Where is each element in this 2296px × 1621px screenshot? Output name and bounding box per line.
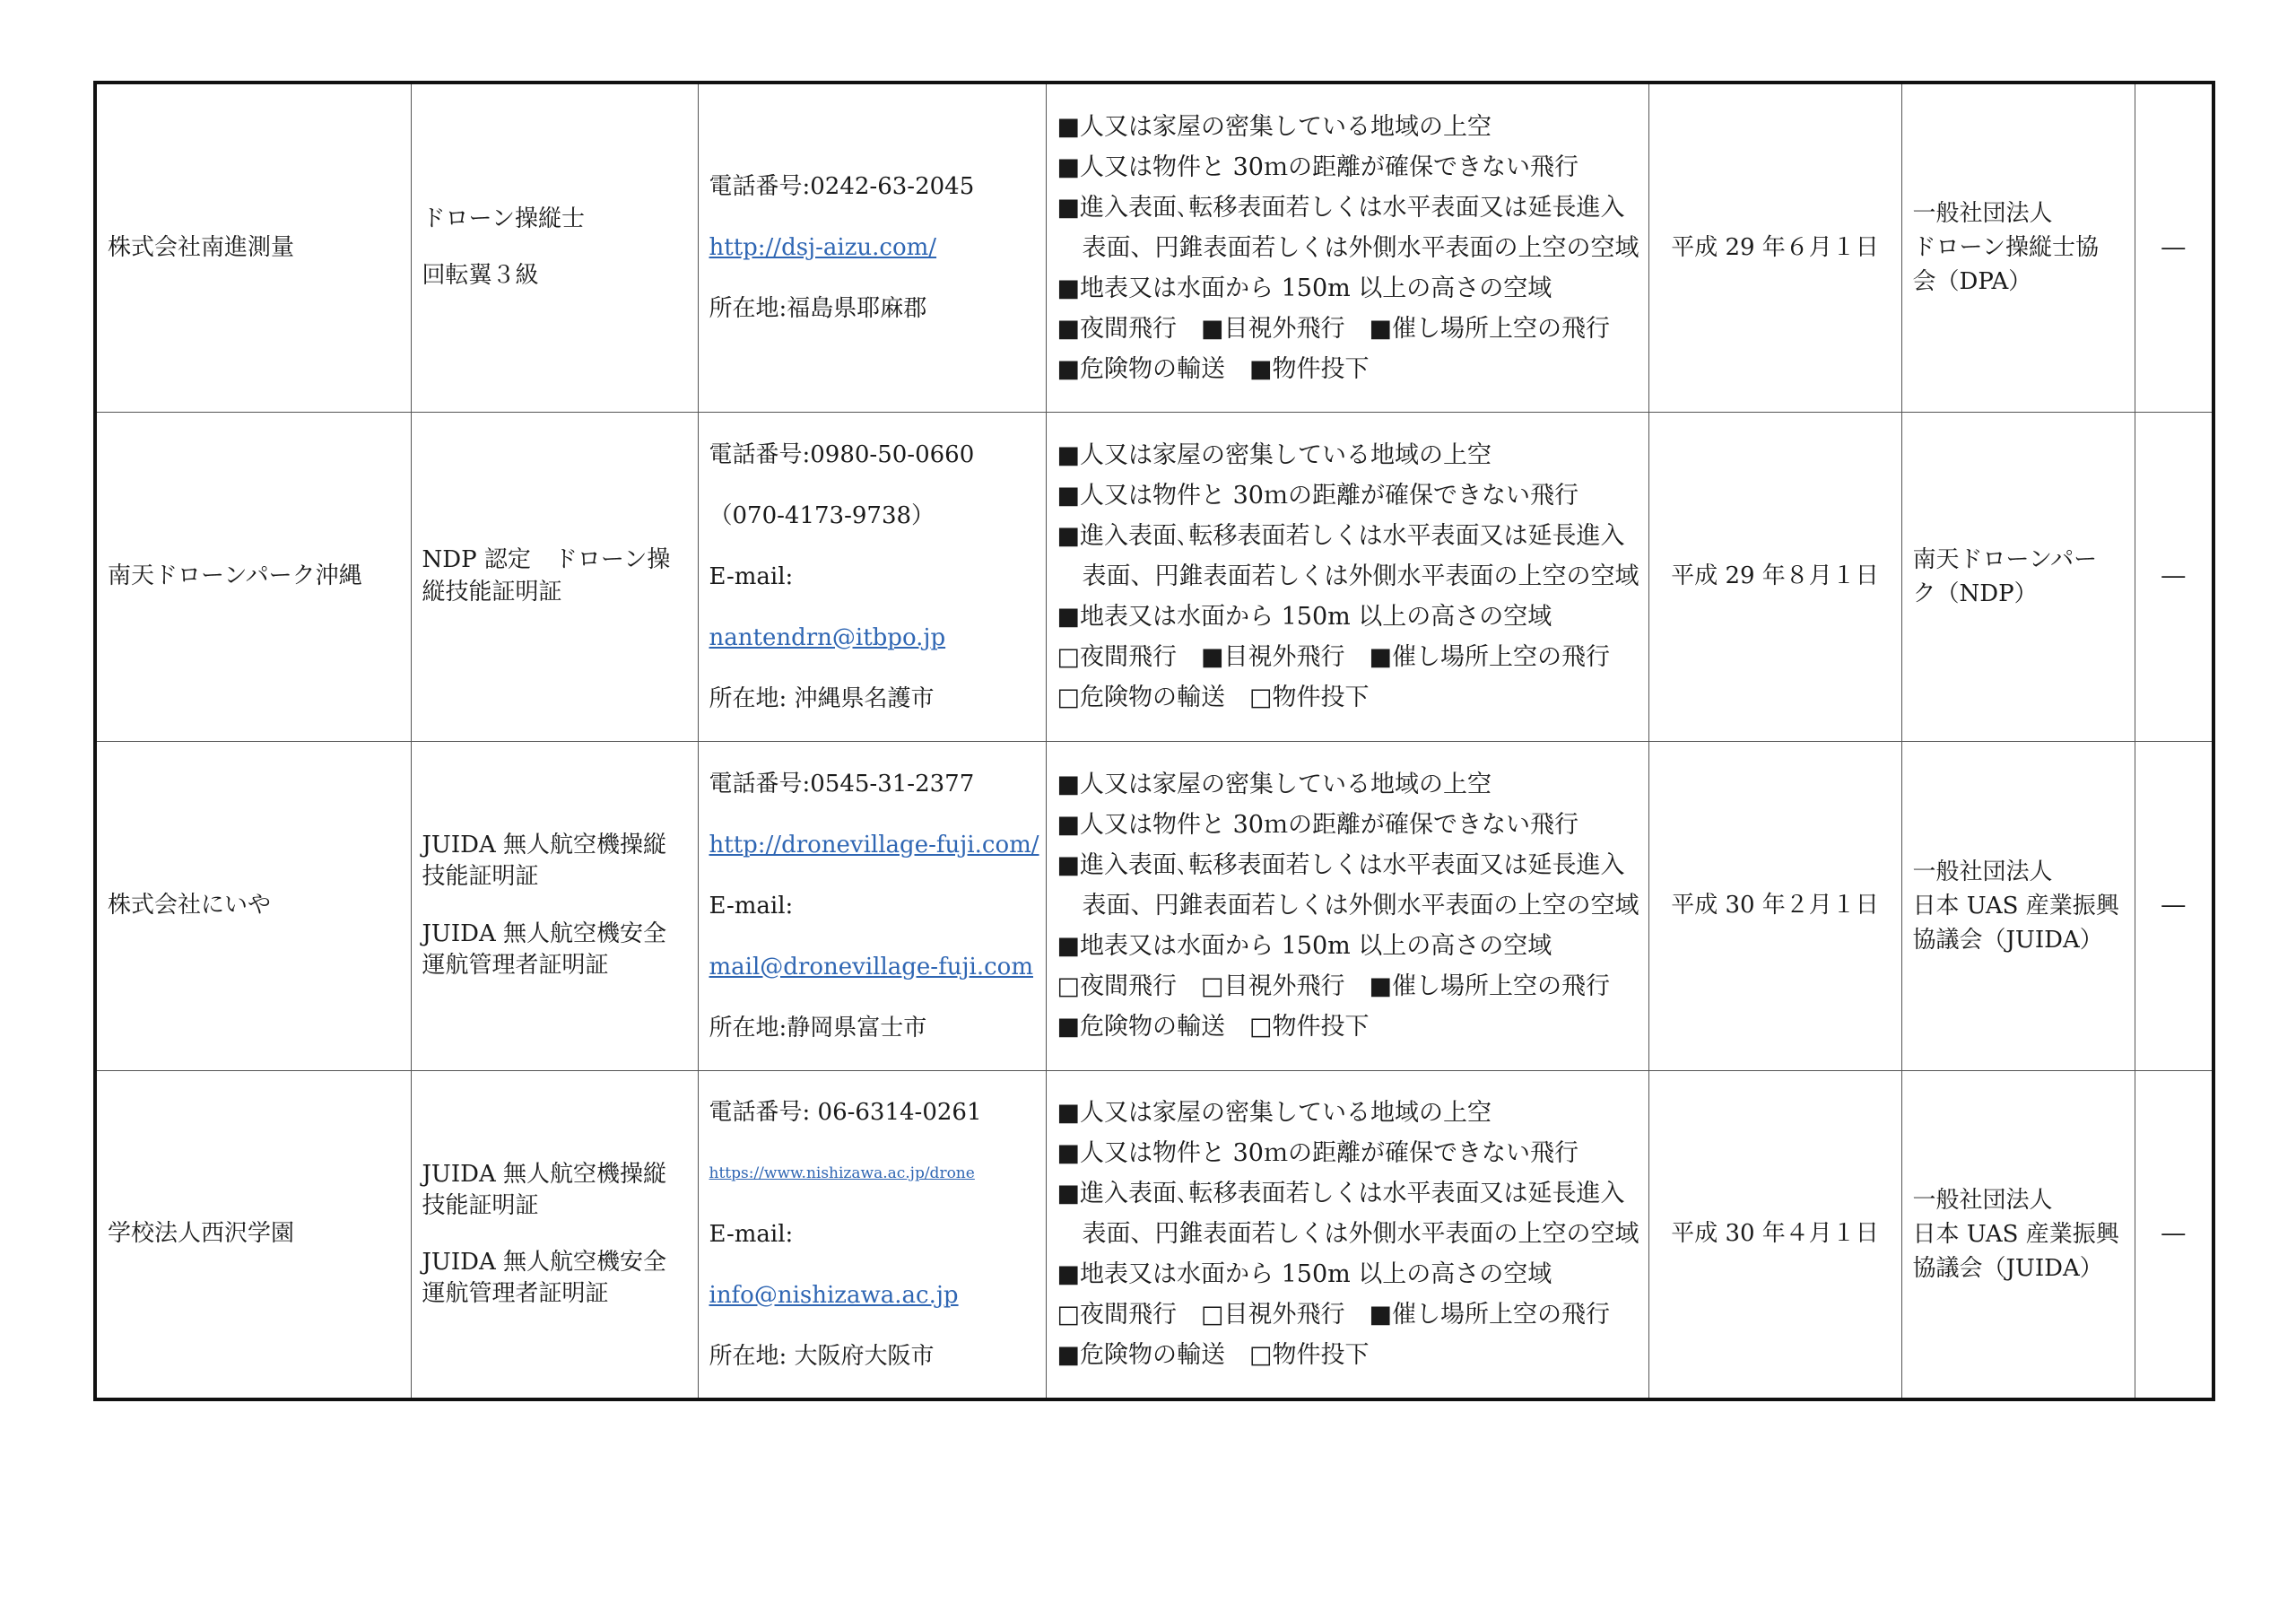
issuing-body-line: 南天ドローンパー (1912, 545, 2098, 573)
contact-line: E-mail: (709, 562, 794, 590)
restriction-item: ■地表又は水面から 150m 以上の高さの空域 (1057, 274, 1552, 302)
restriction-item: 表面、円錐表面若しくは外側水平表面の上空の空域 (1082, 892, 1639, 919)
table-row (95, 1070, 2213, 1399)
certificate-line: 技能証明証 (422, 1191, 539, 1219)
contact-line: 所在地: 沖縄県名護市 (709, 684, 935, 712)
contact-cell (698, 741, 1046, 1070)
contact-line: 所在地:福島県耶麻郡 (709, 295, 927, 323)
restriction-item: ■人又は家屋の密集している地域の上空 (1057, 1099, 1492, 1128)
issuing-body-line: 一般社団法人 (1912, 858, 2053, 885)
contact-line: 電話番号:0242-63-2045 (709, 173, 975, 201)
restriction-item: 表面、円錐表面若しくは外側水平表面の上空の空域 (1082, 233, 1639, 262)
contact-line: 電話番号: 06-6314-0261 (709, 1098, 982, 1126)
restriction-item: ■夜間飛行 ■目視外飛行 ■催し場所上空の飛行 (1057, 314, 1611, 343)
restriction-item: 表面、円錐表面若しくは外側水平表面の上空の空域 (1082, 1220, 1639, 1249)
issuing-body-line: 協議会（JUIDA） (1912, 926, 2103, 954)
restriction-item: ■進入表面､転移表面若しくは水平表面又は延長進入 (1057, 522, 1625, 550)
certificate-line: 回転翼３級 (422, 262, 539, 290)
paragraph-gap (422, 1222, 687, 1247)
certificate-line: 技能証明証 (422, 863, 539, 891)
restriction-item: 表面、円錐表面若しくは外側水平表面の上空の空域 (1082, 562, 1639, 590)
remarks-dash: ― (2161, 233, 2186, 261)
certificate-cell (411, 83, 698, 412)
restriction-item: ■進入表面､転移表面若しくは水平表面又は延長進入 (1057, 851, 1625, 879)
issuing-body-cell (1901, 83, 2135, 412)
certificate-line: 運航管理者証明証 (422, 951, 609, 979)
issuing-body-cell (1901, 741, 2135, 1070)
restriction-item: □夜間飛行 □目視外飛行 ■催し場所上空の飛行 (1057, 1301, 1611, 1329)
contact-cell (698, 1070, 1046, 1399)
email-link[interactable]: mail@dronevillage-fuji.com (709, 953, 1033, 980)
issuing-body-line: 会（DPA） (1912, 268, 2032, 296)
organization-name-cell (95, 83, 411, 412)
certificate-line: JUIDA 無人航空機操縦 (422, 1160, 666, 1188)
paragraph-gap (422, 893, 687, 919)
organization-name-cell (95, 412, 411, 741)
remarks-cell (2135, 741, 2213, 1070)
website-link[interactable]: http://dsj-aizu.com/ (709, 234, 937, 262)
issuing-body-line: ドローン操縦士協 (1912, 234, 2099, 262)
issuing-body-line: 一般社団法人 (1912, 1186, 2053, 1214)
remarks-dash: ― (2161, 1220, 2186, 1248)
certificate-line: JUIDA 無人航空機安全 (422, 919, 666, 947)
email-link[interactable]: info@nishizawa.ac.jp (709, 1281, 959, 1309)
restriction-item: ■危険物の輸送 □物件投下 (1057, 1341, 1370, 1370)
restriction-item: ■人又は家屋の密集している地域の上空 (1057, 771, 1492, 798)
flight-restrictions-cell (1046, 83, 1648, 412)
contact-cell (698, 83, 1046, 412)
restriction-item: ■危険物の輸送 □物件投下 (1057, 1013, 1370, 1041)
flight-restrictions-cell (1046, 412, 1648, 741)
table-row (95, 412, 2213, 741)
issuing-body-line: 協議会（JUIDA） (1912, 1254, 2103, 1282)
organization-name: 株式会社南進測量 (108, 233, 295, 261)
certificate-line: NDP 認定 ドローン操 (422, 546, 671, 574)
issuing-body-cell (1901, 1070, 2135, 1399)
table-row (95, 83, 2213, 412)
organization-table (93, 81, 2215, 1401)
registration-date: 平成 29 年８月１日 (1671, 562, 1879, 589)
remarks-cell (2135, 412, 2213, 741)
restriction-item: □夜間飛行 □目視外飛行 ■催し場所上空の飛行 (1057, 972, 1611, 1000)
contact-cell (698, 412, 1046, 741)
restriction-item: ■人又は家屋の密集している地域の上空 (1057, 441, 1492, 469)
certificate-name (422, 1247, 687, 1310)
contact-line: E-mail: (709, 892, 794, 919)
remarks-dash: ― (2161, 562, 2186, 589)
paragraph-gap (422, 235, 687, 260)
contact-line: E-mail: (709, 1220, 794, 1248)
certificate-line: JUIDA 無人航空機操縦 (422, 832, 666, 859)
certificate-name (422, 204, 687, 235)
issuing-body-line: 日本 UAS 産業振興 (1912, 1220, 2119, 1248)
email-link[interactable]: nantendrn@itbpo.jp (709, 623, 946, 651)
remarks-dash: ― (2161, 891, 2186, 919)
contact-line: （070-4173-9738） (709, 501, 935, 529)
restriction-item: ■危険物の輸送 ■物件投下 (1057, 354, 1370, 383)
restriction-item: ■地表又は水面から 150m 以上の高さの空域 (1057, 1260, 1552, 1289)
restriction-item: ■進入表面､転移表面若しくは水平表面又は延長進入 (1057, 1180, 1625, 1208)
remarks-cell (2135, 83, 2213, 412)
contact-line: 所在地:静岡県富士市 (709, 1014, 927, 1041)
registration-date-cell (1648, 1070, 1901, 1399)
restriction-item: □危険物の輸送 □物件投下 (1057, 684, 1370, 711)
issuing-body-line: 日本 UAS 産業振興 (1912, 892, 2119, 919)
certificate-cell (411, 1070, 698, 1399)
organization-name-cell (95, 1070, 411, 1399)
registration-date-cell (1648, 83, 1901, 412)
remarks-cell (2135, 1070, 2213, 1399)
table-body (95, 83, 2213, 1399)
restriction-item: ■人又は物件と 30ｍの距離が確保できない飛行 (1057, 811, 1578, 839)
contact-line: 電話番号:0980-50-0660 (709, 440, 975, 468)
contact-line: 電話番号:0545-31-2377 (709, 770, 975, 797)
certificate-name (422, 545, 687, 607)
certificate-line: 運航管理者証明証 (422, 1279, 609, 1307)
restriction-item: ■進入表面､転移表面若しくは水平表面又は延長進入 (1057, 193, 1625, 222)
issuing-body-line: 一般社団法人 (1912, 200, 2053, 228)
certificate-name (422, 830, 687, 893)
website-link[interactable]: https://www.nishizawa.ac.jp/drone (709, 1163, 975, 1182)
restriction-item: ■人又は物件と 30ｍの距離が確保できない飛行 (1057, 1139, 1578, 1168)
issuing-body-line: ク（NDP） (1912, 580, 2038, 607)
registration-date-cell (1648, 741, 1901, 1070)
registration-date: 平成 30 年４月１日 (1671, 1220, 1879, 1248)
restriction-item: ■人又は物件と 30ｍの距離が確保できない飛行 (1057, 153, 1578, 181)
restriction-item: ■人又は物件と 30ｍの距離が確保できない飛行 (1057, 482, 1578, 510)
table-row (95, 741, 2213, 1070)
registration-date: 平成 29 年６月１日 (1671, 233, 1879, 261)
flight-restrictions-cell (1046, 1070, 1648, 1399)
certificate-cell (411, 741, 698, 1070)
certificate-name (422, 260, 687, 292)
organization-name: 株式会社にいや (108, 891, 272, 919)
certificate-name (422, 1159, 687, 1222)
issuing-body-cell (1901, 412, 2135, 741)
contact-line: 所在地: 大阪府大阪市 (709, 1342, 935, 1370)
certificate-line: 縦技能証明証 (422, 578, 562, 606)
registration-date-cell (1648, 412, 1901, 741)
certificate-cell (411, 412, 698, 741)
certificate-name (422, 919, 687, 981)
certificate-line: JUIDA 無人航空機安全 (422, 1248, 666, 1276)
restriction-item: ■地表又は水面から 150m 以上の高さの空域 (1057, 603, 1552, 631)
restriction-item: □夜間飛行 ■目視外飛行 ■催し場所上空の飛行 (1057, 643, 1611, 671)
restriction-item: ■地表又は水面から 150m 以上の高さの空域 (1057, 932, 1552, 960)
organization-name: 学校法人西沢学園 (108, 1220, 295, 1248)
organization-name-cell (95, 741, 411, 1070)
organization-name: 南天ドローンパーク沖縄 (108, 562, 362, 589)
flight-restrictions-cell (1046, 741, 1648, 1070)
registration-date: 平成 30 年２月１日 (1671, 891, 1879, 919)
certificate-line: ドローン操縦士 (422, 205, 585, 233)
restriction-item: ■人又は家屋の密集している地域の上空 (1057, 112, 1492, 141)
website-link[interactable]: http://dronevillage-fuji.com/ (709, 831, 1039, 858)
